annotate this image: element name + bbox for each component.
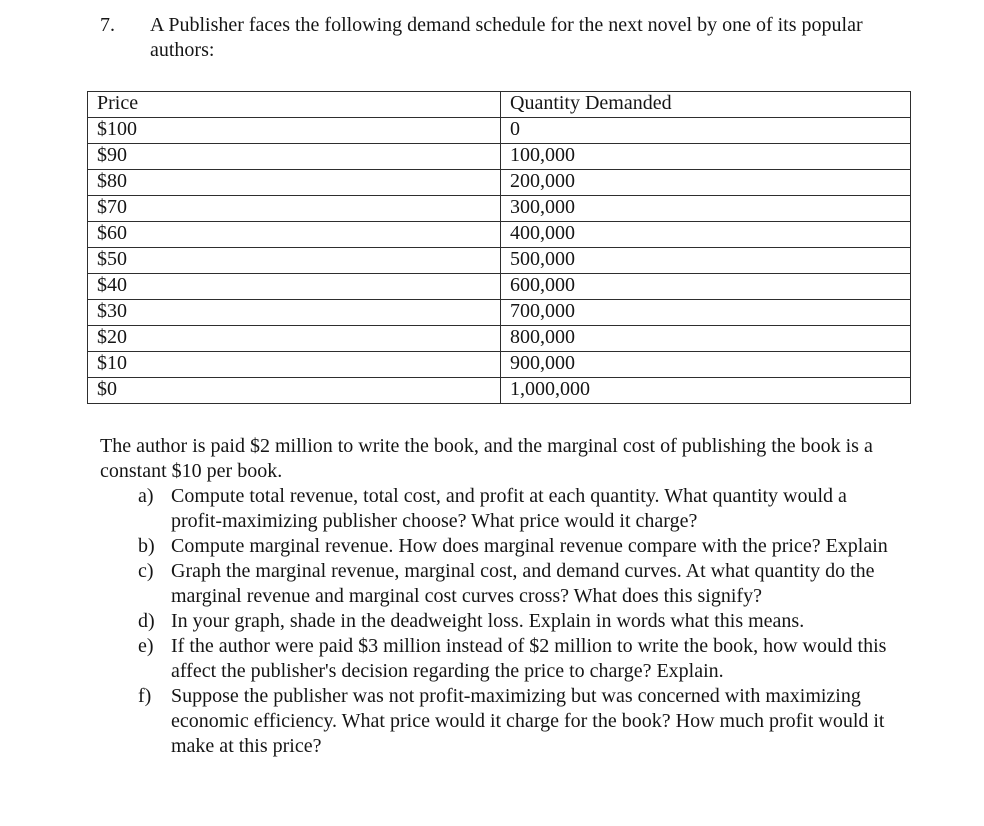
question-label: e) <box>138 635 154 657</box>
table-row <box>88 222 911 248</box>
table-row <box>88 326 911 352</box>
cost-paragraph: The author is paid $2 million to write the book, and the marginal cost of publishing the book is a constant $10 per book. <box>100 435 873 482</box>
price-cell: $70 <box>88 196 501 222</box>
question-label: f) <box>138 685 152 707</box>
price-cell: $20 <box>88 326 501 352</box>
table-row <box>88 170 911 196</box>
question-item <box>138 484 984 534</box>
table-row <box>88 248 911 274</box>
problem-header <box>0 0 984 63</box>
table-header-row <box>88 92 911 118</box>
quantity-cell: 500,000 <box>501 248 911 274</box>
price-cell: $50 <box>88 248 501 274</box>
questions-list <box>138 484 984 759</box>
question-item <box>138 684 984 759</box>
quantity-cell: 900,000 <box>501 352 911 378</box>
price-column-header: Price <box>88 92 501 118</box>
question-label: b) <box>138 535 155 557</box>
price-cell: $80 <box>88 170 501 196</box>
quantity-cell: 300,000 <box>501 196 911 222</box>
problem-number: 7. <box>100 14 115 36</box>
question-item <box>138 559 984 609</box>
quantity-cell: 600,000 <box>501 274 911 300</box>
quantity-cell: 800,000 <box>501 326 911 352</box>
quantity-cell: 1,000,000 <box>501 378 911 404</box>
question-label: c) <box>138 560 154 582</box>
price-cell: $10 <box>88 352 501 378</box>
demand-table-body <box>88 118 911 404</box>
question-text: Compute marginal revenue. How does marginal revenue compare with the price? Explain <box>171 535 888 557</box>
price-cell: $0 <box>88 378 501 404</box>
quantity-cell: 100,000 <box>501 144 911 170</box>
question-item <box>138 609 984 634</box>
question-item <box>138 534 984 559</box>
problem-intro-text: A Publisher faces the following demand schedule for the next novel by one of its popular authors: <box>150 14 863 61</box>
price-cell: $100 <box>88 118 501 144</box>
question-item <box>138 634 984 684</box>
price-cell: $40 <box>88 274 501 300</box>
table-row <box>88 196 911 222</box>
quantity-cell: 0 <box>501 118 911 144</box>
table-row <box>88 144 911 170</box>
table-row <box>88 378 911 404</box>
table-row <box>88 118 911 144</box>
quantity-column-header: Quantity Demanded <box>501 92 911 118</box>
price-cell: $60 <box>88 222 501 248</box>
price-cell: $90 <box>88 144 501 170</box>
question-label: a) <box>138 485 154 507</box>
quantity-cell: 200,000 <box>501 170 911 196</box>
question-text: If the author were paid $3 million instead of $2 million to write the book, how would this affect the publisher's decision regarding the price to charge? Explain. <box>171 635 887 682</box>
quantity-cell: 700,000 <box>501 300 911 326</box>
question-label: d) <box>138 610 155 632</box>
price-cell: $30 <box>88 300 501 326</box>
demand-schedule-table <box>87 91 911 404</box>
question-text: In your graph, shade in the deadweight loss. Explain in words what this means. <box>171 610 805 632</box>
table-row <box>88 352 911 378</box>
question-text: Suppose the publisher was not profit-maximizing but was concerned with maximizing economic efficiency. What price would it charge for the book? How much profit would it make at this price? <box>171 685 885 757</box>
table-row <box>88 300 911 326</box>
quantity-cell: 400,000 <box>501 222 911 248</box>
question-text: Graph the marginal revenue, marginal cost, and demand curves. At what quantity do the marginal revenue and marginal cost curves cross? What does this signify? <box>171 560 875 607</box>
table-row <box>88 274 911 300</box>
question-text: Compute total revenue, total cost, and profit at each quantity. What quantity would a profit-maximizing publisher choose? What price would it charge? <box>171 485 847 532</box>
